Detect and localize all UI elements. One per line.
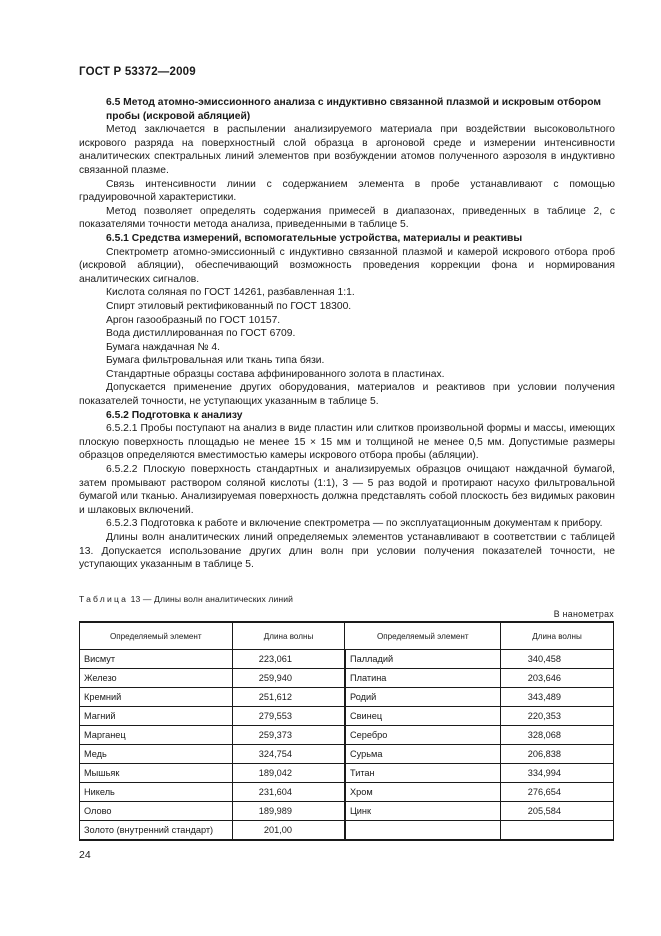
table-header-row — [80, 622, 614, 650]
table-row — [80, 707, 614, 726]
element-cell: Сурьма — [345, 745, 501, 764]
wavelength-cell: 279,553 — [232, 707, 345, 726]
table-row — [80, 802, 614, 821]
wavelength-cell: 231,604 — [232, 783, 345, 802]
table-caption-prefix: Таблица — [79, 594, 129, 604]
element-cell: Мышьяк — [80, 764, 233, 783]
wavelength-cell: 201,00 — [232, 821, 345, 841]
list-item: Кислота соляная по ГОСТ 14261, разбавленная 1:1. — [106, 287, 355, 299]
wavelength-cell: 205,584 — [501, 802, 614, 821]
section-heading-6-5: 6.5 Метод атомно-эмиссионного анализа с индуктивно связанной плазмой и искровым отбором пробы (искровой абляцией) — [106, 97, 601, 122]
wavelength-table — [79, 621, 614, 841]
list-item: Бумага наждачная № 4. — [106, 341, 221, 353]
section-heading-6-5-2: 6.5.2 Подготовка к анализу — [106, 409, 243, 421]
paragraph: 6.5.2.2 Плоскую поверхность стандартных и анализируемых образцов очищают наждачной бумагой, затем промывают раствором соляной кислоты (1:1), 3 — 5 раз водой и протирают насухо фильтровальной бумагой или тканью. Анализируемая поверхность должна представлять собой плоскость без видимых раковин и шлаковых включений. — [79, 464, 615, 516]
column-header: Длина волны — [232, 622, 345, 650]
paragraph: Длины волн аналитических линий определяемых элементов устанавливают в соответствии с таблицей 13. Допускается использование других длин волн при условии получения показателей точности, не уступающих указанным в таблице 5. — [79, 532, 615, 571]
element-cell: Золото (внутренний стандарт) — [80, 821, 233, 841]
wavelength-cell: 276,654 — [501, 783, 614, 802]
element-cell: Титан — [345, 764, 501, 783]
table-row — [80, 821, 614, 841]
column-header: Определяемый элемент — [345, 622, 501, 650]
paragraph: Связь интенсивности линии с содержанием элемента в пробе устанавливают с помощью градуировочной характеристики. — [79, 178, 615, 204]
table-row — [80, 688, 614, 707]
column-header: Определяемый элемент — [80, 622, 233, 650]
element-cell — [345, 821, 501, 841]
table-row — [80, 726, 614, 745]
paragraph: Спектрометр атомно-эмиссионный с индуктивно связанной плазмой и камерой искрового отбора проб (искровой абляции), обеспечивающий возможность проведения коррекции фона и нормирования аналитических сигналов. — [79, 246, 615, 285]
table-caption — [79, 594, 293, 604]
wavelength-cell: 189,042 — [232, 764, 345, 783]
element-cell: Свинец — [345, 707, 501, 726]
paragraph: Допускается применение других оборудования, материалов и реактивов при условии получения показателей точности, не уступающих указанным в таблице 5. — [79, 382, 615, 408]
element-cell: Медь — [80, 745, 233, 764]
element-cell: Палладий — [345, 650, 501, 669]
page-number: 24 — [79, 849, 91, 861]
wavelength-cell: 343,489 — [501, 688, 614, 707]
wavelength-cell: 223,061 — [232, 650, 345, 669]
element-cell: Цинк — [345, 802, 501, 821]
paragraph: 6.5.2.3 Подготовка к работе и включение спектрометра — по эксплуатационным документам к прибору. — [106, 518, 603, 530]
table-row — [80, 745, 614, 764]
paragraph: Метод заключается в распылении анализируемого материала при воздействии высоковольтного искрового разряда на поверхностный слой образца в аргоновой среде и измерении интенсивности аналитических спектральных линий элементов при возбуждении атомов полученного аэрозоля в индуктивно связанной плазме. — [79, 124, 615, 176]
element-cell: Платина — [345, 669, 501, 688]
element-cell: Марганец — [80, 726, 233, 745]
column-header: Длина волны — [501, 622, 614, 650]
element-cell: Серебро — [345, 726, 501, 745]
document-header: ГОСТ Р 53372—2009 — [79, 66, 196, 78]
element-cell: Железо — [80, 669, 233, 688]
list-item: Вода дистиллированная по ГОСТ 6709. — [106, 328, 296, 340]
wavelength-cell: 340,458 — [501, 650, 614, 669]
wavelength-cell: 324,754 — [232, 745, 345, 764]
document-body — [79, 96, 615, 572]
wavelength-cell: 334,994 — [501, 764, 614, 783]
table-row — [80, 764, 614, 783]
element-cell: Хром — [345, 783, 501, 802]
table-units-note: В нанометрах — [553, 609, 614, 619]
wavelength-cell: 328,068 — [501, 726, 614, 745]
wavelength-cell: 189,989 — [232, 802, 345, 821]
paragraph: Метод позволяет определять содержания примесей в диапазонах, приведенных в таблице 2, с показателями точности метода анализа, приведенными в таблице 5. — [79, 205, 615, 231]
section-heading-6-5-1: 6.5.1 Средства измерений, вспомогательные устройства, материалы и реактивы — [106, 232, 523, 244]
list-item: Спирт этиловый ректификованный по ГОСТ 18300. — [106, 300, 352, 312]
wavelength-cell: 251,612 — [232, 688, 345, 707]
list-item: Бумага фильтровальная или ткань типа бязи. — [106, 355, 325, 367]
element-cell: Родий — [345, 688, 501, 707]
wavelength-cell: 259,940 — [232, 669, 345, 688]
table-row — [80, 650, 614, 669]
element-cell: Никель — [80, 783, 233, 802]
wavelength-cell: 203,646 — [501, 669, 614, 688]
element-cell: Магний — [80, 707, 233, 726]
element-cell: Кремний — [80, 688, 233, 707]
list-item: Стандартные образцы состава аффинированного золота в пластинах. — [106, 368, 445, 380]
wavelength-cell: 259,373 — [232, 726, 345, 745]
wavelength-cell: 206,838 — [501, 745, 614, 764]
table-row — [80, 669, 614, 688]
element-cell: Висмут — [80, 650, 233, 669]
list-item: Аргон газообразный по ГОСТ 10157. — [106, 314, 281, 326]
element-cell: Олово — [80, 802, 233, 821]
wavelength-cell: 220,353 — [501, 707, 614, 726]
wavelength-cell — [501, 821, 614, 841]
table-row — [80, 783, 614, 802]
table-caption-text: 13 — Длины волн аналитических линий — [130, 594, 294, 604]
paragraph: 6.5.2.1 Пробы поступают на анализ в виде пластин или слитков произвольной формы и массы, имеющих плоскую поверхность площадью не менее 15 × 15 мм и толщиной не менее 0,5 мм. Допустимые размеры образцов определяются вместимостью камеры искрового отбора пробы (абляции). — [79, 423, 615, 462]
